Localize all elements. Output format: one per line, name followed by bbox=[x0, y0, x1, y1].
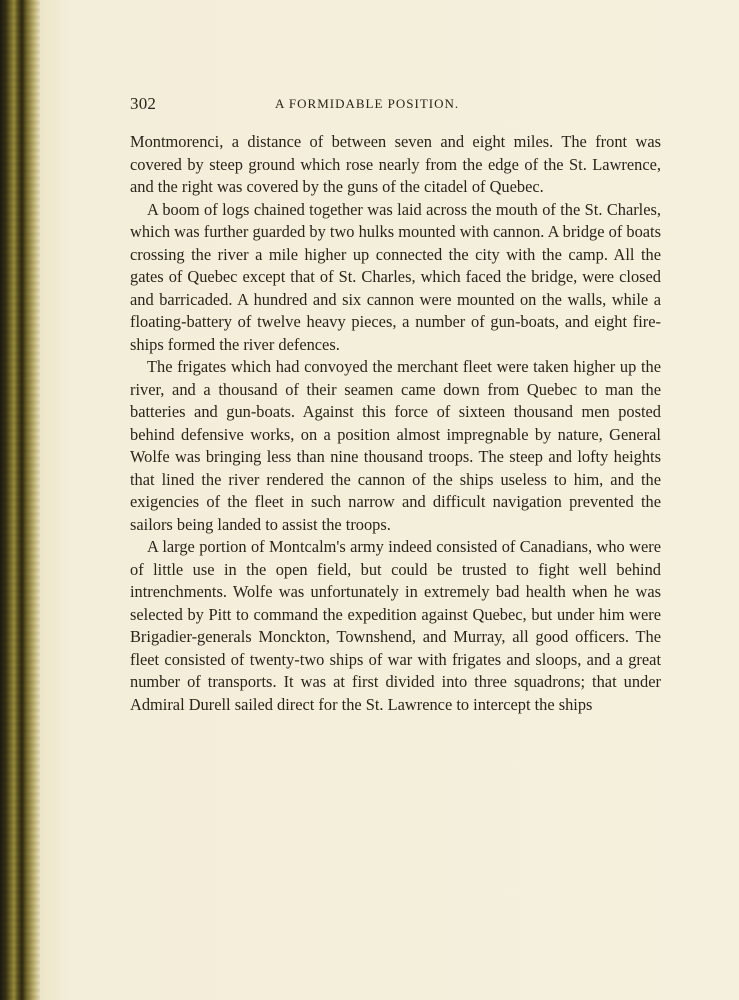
running-head-title: A FORMIDABLE POSITION. bbox=[275, 96, 460, 111]
running-head bbox=[130, 94, 660, 118]
paragraph-boom-of-logs: A boom of logs chained together was laid across the mouth of the St. Charles, which was further guarded by two hulks mounted with cannon. A bridge of boats crossing the river a mile higher up connected the city with the camp. All the gates of Quebec except that of St. Charles, which faced the bridge, were closed and barricaded. A hundred and six cannon were mounted on the walls, while a floating-battery of twelve heavy pieces, a number of gun-boats, and eight fire-ships formed the river defences. bbox=[130, 199, 661, 354]
paragraph-continued: Montmorenci, a distance of between seven and eight miles. The front was covered by steep ground which rose nearly from the edge of the St. Lawrence, and the right was covered by the guns of the citadel of Quebec. bbox=[130, 132, 661, 196]
body-text bbox=[130, 131, 661, 716]
paragraph-frigates: The frigates which had convoyed the merchant fleet were taken higher up the river, and a thousand of their seamen came down from Quebec to man the batteries and gun-boats. Against this force of sixteen thousand men posted behind defensive works, on a position almost impregnable by nature, General Wolfe was bringing less than nine thousand troops. The steep and lofty heights that lined the river rendered the cannon of the ships useless to him, and the exigencies of the fleet in such narrow and difficult navigation prevented the sailors being landed to assist the troops. bbox=[130, 357, 661, 534]
page-number: 302 bbox=[130, 94, 157, 113]
book-binding-edge bbox=[0, 0, 40, 1000]
paragraph-montcalm-army: A large portion of Montcalm's army indeed consisted of Canadians, who were of little use in the open field, but could be trusted to fight well behind intrenchments. Wolfe was unfortunately in extremely bad health when he was selected by Pitt to command the expedition against Quebec, but under him were Brigadier-generals Monckton, Townshend, and Murray, all good officers. The fleet consisted of twenty-two ships of war with frigates and sloops, and a great number of transports. It was at first divided into three squadrons; that under Admiral Durell sailed direct for the St. Lawrence to intercept the ships bbox=[130, 537, 661, 714]
